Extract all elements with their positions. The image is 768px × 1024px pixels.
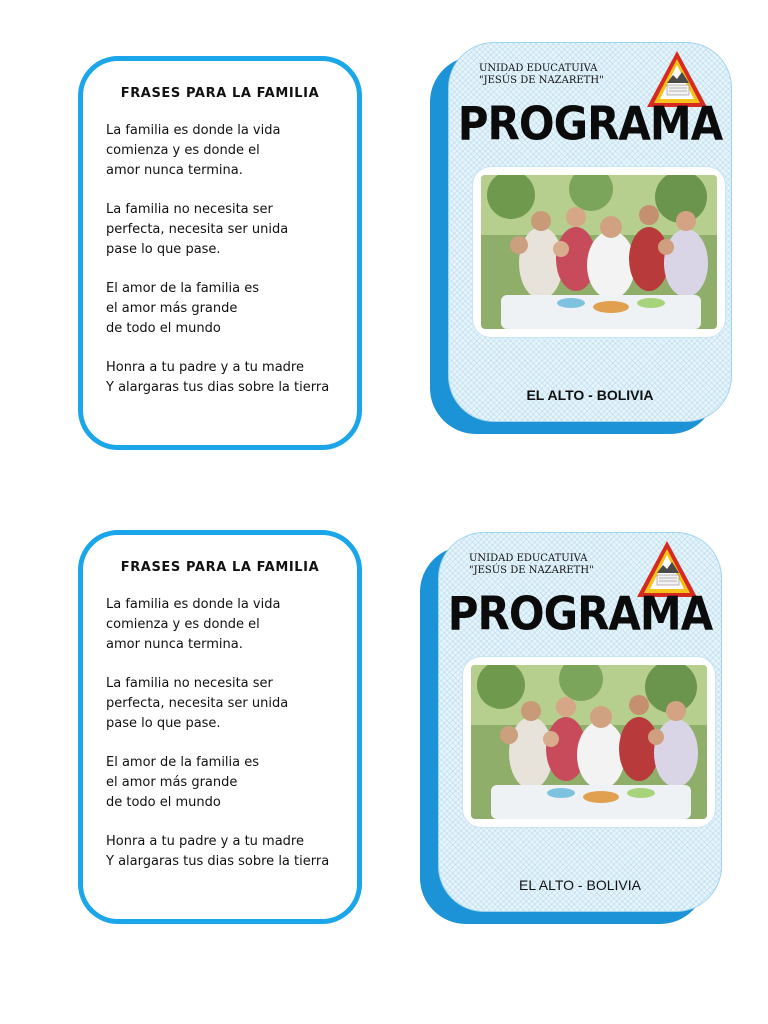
- program-card-face: [438, 532, 722, 912]
- program-title: PROGRAMA: [447, 586, 713, 641]
- program-title: PROGRAMA: [457, 96, 723, 151]
- school-line-1: UNIDAD EDUCATUIVA: [469, 553, 588, 564]
- location-label: EL ALTO - BOLIVIA: [526, 387, 654, 403]
- frase-paragraph: La familia es donde la vida comienza y es donde el amor nunca termina.: [106, 123, 281, 178]
- school-line-1: UNIDAD EDUCATUIVA: [479, 63, 598, 74]
- frases-card-top: [78, 56, 362, 450]
- school-line-2: "JESÚS DE NAZARETH": [479, 75, 604, 86]
- frase-paragraph: La familia no necesita ser perfecta, necesita ser unida pase lo que pase.: [106, 676, 289, 731]
- frases-body: [106, 595, 356, 891]
- frase-paragraph: Honra a tu padre y a tu madre Y alargaras tus dias sobre la tierra: [106, 834, 330, 869]
- family-dinner-photo-icon: [471, 665, 707, 819]
- program-card-bottom: [430, 532, 722, 928]
- family-dinner-photo-icon: [481, 175, 717, 329]
- frases-body: [106, 121, 356, 417]
- program-card-face: [448, 42, 732, 422]
- frase-paragraph: La familia no necesita ser perfecta, necesita ser unida pase lo que pase.: [106, 202, 289, 257]
- frases-card-bottom: [78, 530, 362, 924]
- school-name: [469, 553, 594, 577]
- photo-frame: [473, 167, 725, 337]
- school-name: [479, 63, 604, 87]
- frases-title: FRASES PARA LA FAMILIA: [120, 86, 320, 101]
- frase-paragraph: La familia es donde la vida comienza y es donde el amor nunca termina.: [106, 597, 281, 652]
- frases-title: FRASES PARA LA FAMILIA: [120, 560, 320, 575]
- photo-frame: [463, 657, 715, 827]
- frase-paragraph: Honra a tu padre y a tu madre Y alargaras tus dias sobre la tierra: [106, 360, 330, 395]
- school-line-2: "JESÚS DE NAZARETH": [469, 565, 594, 576]
- location-label: EL ALTO - BOLIVIA: [519, 877, 641, 893]
- program-card-top: [440, 42, 732, 438]
- frase-paragraph: El amor de la familia es el amor más grande de todo el mundo: [106, 755, 260, 810]
- frase-paragraph: El amor de la familia es el amor más grande de todo el mundo: [106, 281, 260, 336]
